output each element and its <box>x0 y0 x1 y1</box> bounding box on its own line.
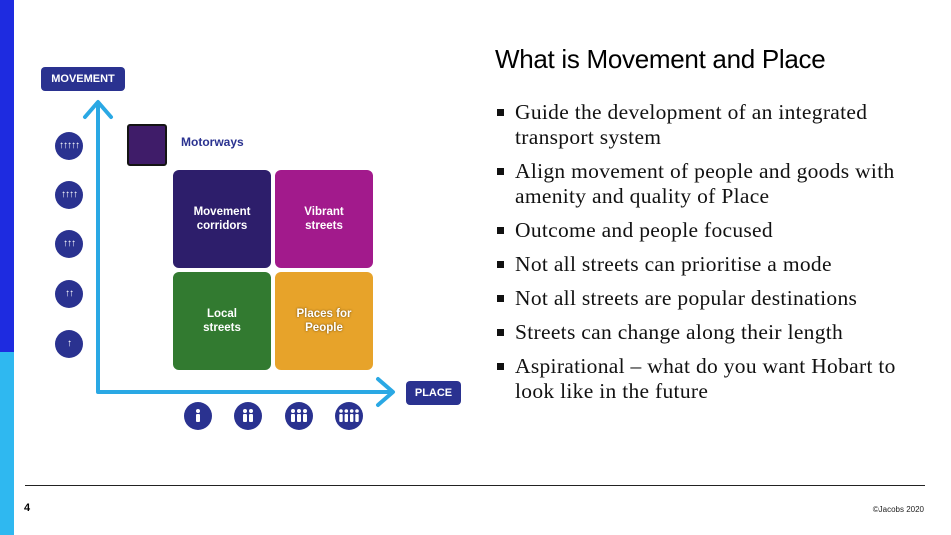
movement-level-3-icon: ↑↑↑ <box>55 230 83 258</box>
quadrant-movement-corridors-label: Movement corridors <box>193 206 251 232</box>
page-number: 4 <box>24 502 31 514</box>
slide-title: What is Movement and Place <box>495 44 826 74</box>
bullet-item: Outcome and people focused <box>497 218 937 243</box>
quadrant-places-for-people <box>275 272 373 370</box>
bullet-item: Align movement of people and goods with amenity and quality of Place <box>497 159 937 209</box>
movement-axis-label: MOVEMENT <box>41 67 125 91</box>
bullet-item: Not all streets are popular destinations <box>497 286 937 311</box>
place-level-4-icon <box>335 402 363 430</box>
bullet-item: Streets can change along their length <box>497 320 937 345</box>
bullet-list <box>497 100 937 413</box>
movement-level-5-icon: ↑↑↑↑↑ <box>55 132 83 160</box>
quadrant-local-streets-label: Local streets <box>203 308 241 334</box>
bullet-item: Not all streets can prioritise a mode <box>497 252 937 277</box>
footer-divider <box>25 485 925 486</box>
motorways-label: Motorways <box>181 135 244 149</box>
quadrant-vibrant-streets-label: Vibrant streets <box>304 206 344 232</box>
quadrant-local-streets <box>173 272 271 370</box>
copyright-text: ©Jacobs 2020 <box>872 505 924 514</box>
place-level-2-icon <box>234 402 262 430</box>
bullet-item: Guide the development of an integrated transport system <box>497 100 937 150</box>
quadrant-vibrant-streets <box>275 170 373 268</box>
place-level-3-icon <box>285 402 313 430</box>
motorways-swatch <box>127 124 167 166</box>
place-axis-label: PLACE <box>406 381 461 405</box>
place-level-1-icon <box>184 402 212 430</box>
movement-level-1-icon: ↑ <box>55 330 83 358</box>
movement-level-4-icon: ↑↑↑↑ <box>55 181 83 209</box>
quadrant-movement-corridors <box>173 170 271 268</box>
bullet-item: Aspirational – what do you want Hobart to look like in the future <box>497 354 937 404</box>
quadrant-places-for-people-label: Places for People <box>296 308 352 334</box>
movement-level-2-icon: ↑↑ <box>55 280 83 308</box>
